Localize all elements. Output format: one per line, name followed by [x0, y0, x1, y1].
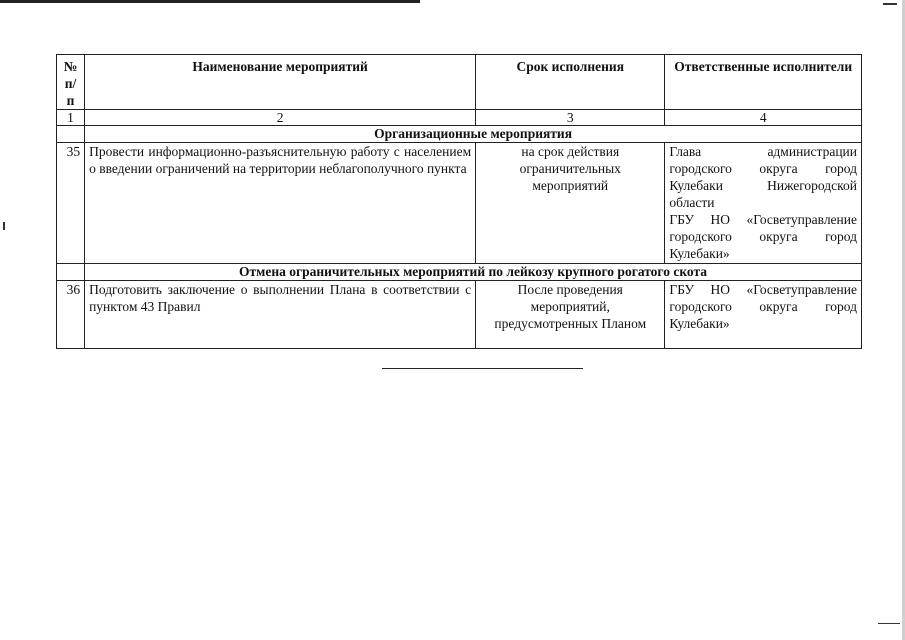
row-term: на срок действия ограничительных мероприятий	[476, 143, 665, 264]
table-row	[57, 143, 862, 264]
column-index: 2	[85, 110, 476, 126]
column-index: 4	[665, 110, 862, 126]
header-responsible: Ответственные исполнители	[665, 55, 862, 110]
scan-mark	[878, 623, 900, 624]
scan-mark	[883, 3, 897, 5]
row-term: После проведения мероприятий, предусмотренных Планом	[476, 281, 665, 349]
row-action: Подготовить заключение о выполнении Плана в соответствии с пунктом 43 Правил	[85, 281, 476, 349]
row-responsible	[665, 281, 862, 349]
column-index: 3	[476, 110, 665, 126]
section-spacer	[57, 126, 85, 143]
section-title: Отмена ограничительных мероприятий по лейкозу крупного рогатого скота	[85, 264, 862, 281]
section-spacer	[57, 264, 85, 281]
table-row	[57, 281, 862, 349]
scan-edge-top	[0, 0, 420, 3]
row-responsible	[665, 143, 862, 264]
responsible-entry: ГБУ НО «Госветуправление городского округа город Кулебаки»	[669, 282, 857, 331]
header-name: Наименование мероприятий	[85, 55, 476, 110]
row-action: Провести информационно-разъяснительную работу с населением о введении ограничений на территории неблагополучного пункта	[85, 143, 476, 264]
section-row	[57, 264, 862, 281]
column-index-row	[57, 110, 862, 126]
document-end-line	[382, 368, 583, 369]
row-number: 36	[57, 281, 85, 349]
column-index: 1	[57, 110, 85, 126]
row-number: 35	[57, 143, 85, 264]
header-num: № п/п	[57, 55, 85, 110]
action-plan-table	[56, 54, 862, 349]
scan-mark	[3, 222, 5, 230]
responsible-entry: Глава администрации городского округа город Кулебаки Нижегородской области	[669, 144, 857, 210]
section-title: Организационные мероприятия	[85, 126, 862, 143]
header-term: Срок исполнения	[476, 55, 665, 110]
responsible-entry: ГБУ НО «Госветуправление городского округа город Кулебаки»	[669, 212, 857, 261]
section-row	[57, 126, 862, 143]
header-row	[57, 55, 862, 110]
